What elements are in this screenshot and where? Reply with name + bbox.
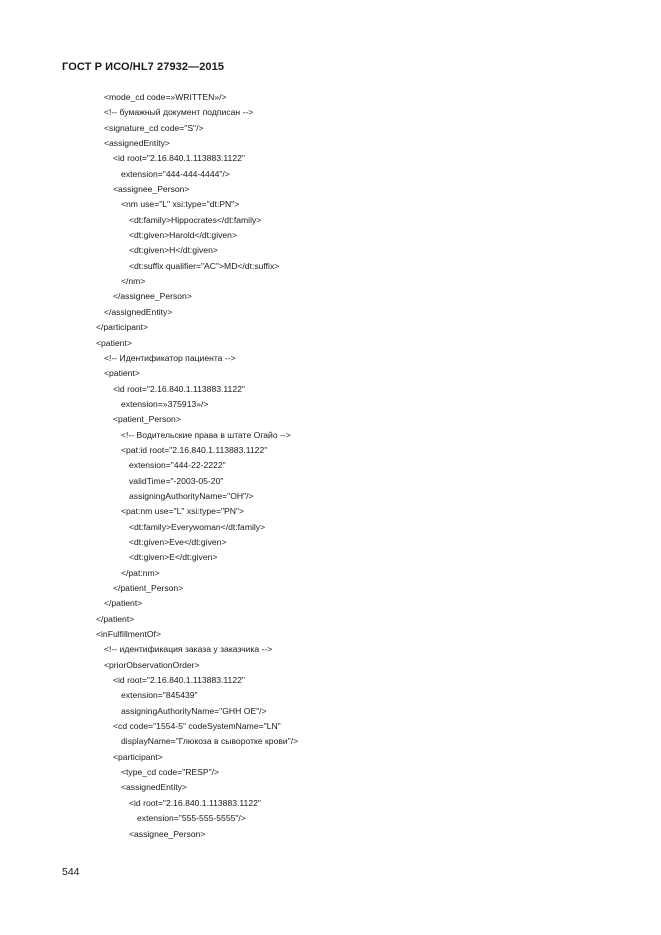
code-line: <type_cd code="RESP"/>	[121, 767, 220, 778]
xml-code-listing	[0, 90, 661, 842]
code-line: extension="444-22-2222"	[129, 460, 226, 471]
code-line: <cd code="1554-5" codeSystemName="LN"	[113, 721, 281, 732]
code-line: <patient>	[96, 337, 132, 348]
code-line: <assignee_Person>	[113, 184, 190, 195]
code-line: <dt:given>Eve</dt:given>	[129, 536, 227, 547]
code-line: <dt:family>Hippocrates</dt:family>	[129, 214, 262, 225]
code-line: </participant>	[96, 322, 149, 333]
code-line: <dt:suffix qualifier="AC">MD</dt:suffix>	[129, 260, 280, 271]
code-line: </patient>	[96, 613, 135, 624]
code-line: extension=»375913»/>	[121, 398, 209, 409]
code-line: <!-- Водительские права в штате Огайо -->	[121, 429, 291, 440]
code-line: <dt:given>E</dt:given>	[129, 552, 218, 563]
code-line: <mode_cd code=»WRITTEN»/>	[104, 92, 227, 102]
code-line: assigningAuthorityName="OH"/>	[129, 490, 254, 501]
code-line: <id root="2.16.840.1.113883.1122"	[113, 153, 245, 164]
code-line: <pat:nm use="L" xsi:type="PN">	[121, 506, 245, 517]
code-line: </patient_Person>	[113, 583, 184, 593]
code-line: </nm>	[121, 276, 146, 287]
code-line: <id root="2.16.840.1.113883.1122"	[113, 675, 245, 686]
code-line: <assignedEntity>	[121, 782, 187, 793]
code-line: <pat:id root="2.16.840.1.113883.1122"	[121, 444, 268, 455]
code-line: <!-- идентификация заказа у заказчика -->	[104, 644, 273, 655]
code-line: extension="444-444-4444"/>	[121, 168, 230, 179]
code-line: </patient>	[104, 598, 143, 609]
code-line: <signature_cd code="S"/>	[104, 122, 204, 133]
page-number: 544	[62, 866, 80, 878]
code-line: extension="845439"	[121, 690, 198, 701]
code-line: <id root="2.16.840.1.113883.1122"	[129, 797, 261, 808]
code-line: assigningAuthorityName="GHH OE"/>	[121, 705, 267, 716]
code-line: <!-- Идентификатор пациента -->	[104, 352, 236, 363]
code-line: <assignee_Person>	[129, 828, 206, 839]
code-line: </assignedEntity>	[104, 306, 173, 317]
code-line: <dt:family>Everywoman</dt:family>	[129, 521, 266, 532]
code-line: <dt:given>Harold</dt:given>	[129, 230, 237, 241]
code-line: <priorObservationOrder>	[104, 659, 200, 670]
code-line: validTime="-2003-05-20"	[129, 475, 224, 486]
code-line: <dt:given>H</dt:given>	[129, 245, 218, 256]
page-header: ГОСТ Р ИСО/HL7 27932—2015	[62, 61, 225, 73]
code-line: <!-- бумажный документ подписан -->	[104, 107, 254, 118]
code-line: displayName="Глюкоза в сыворотке крови"/>	[121, 736, 299, 747]
code-line: <nm use="L" xsi:type="dt:PN">	[121, 199, 240, 210]
code-line: extension="555-555-5555"/>	[137, 813, 246, 824]
code-line: <assignedEntity>	[104, 138, 170, 149]
code-line: <participant>	[113, 751, 163, 762]
code-line: </assignee_Person>	[113, 291, 192, 302]
code-line: <id root="2.16.840.1.113883.1122"	[113, 383, 245, 394]
code-line: <patient>	[104, 368, 140, 379]
code-line: <patient_Person>	[113, 414, 181, 425]
code-line: <inFulfillmentOf>	[96, 629, 161, 640]
code-line: </pat:nm>	[121, 567, 160, 578]
